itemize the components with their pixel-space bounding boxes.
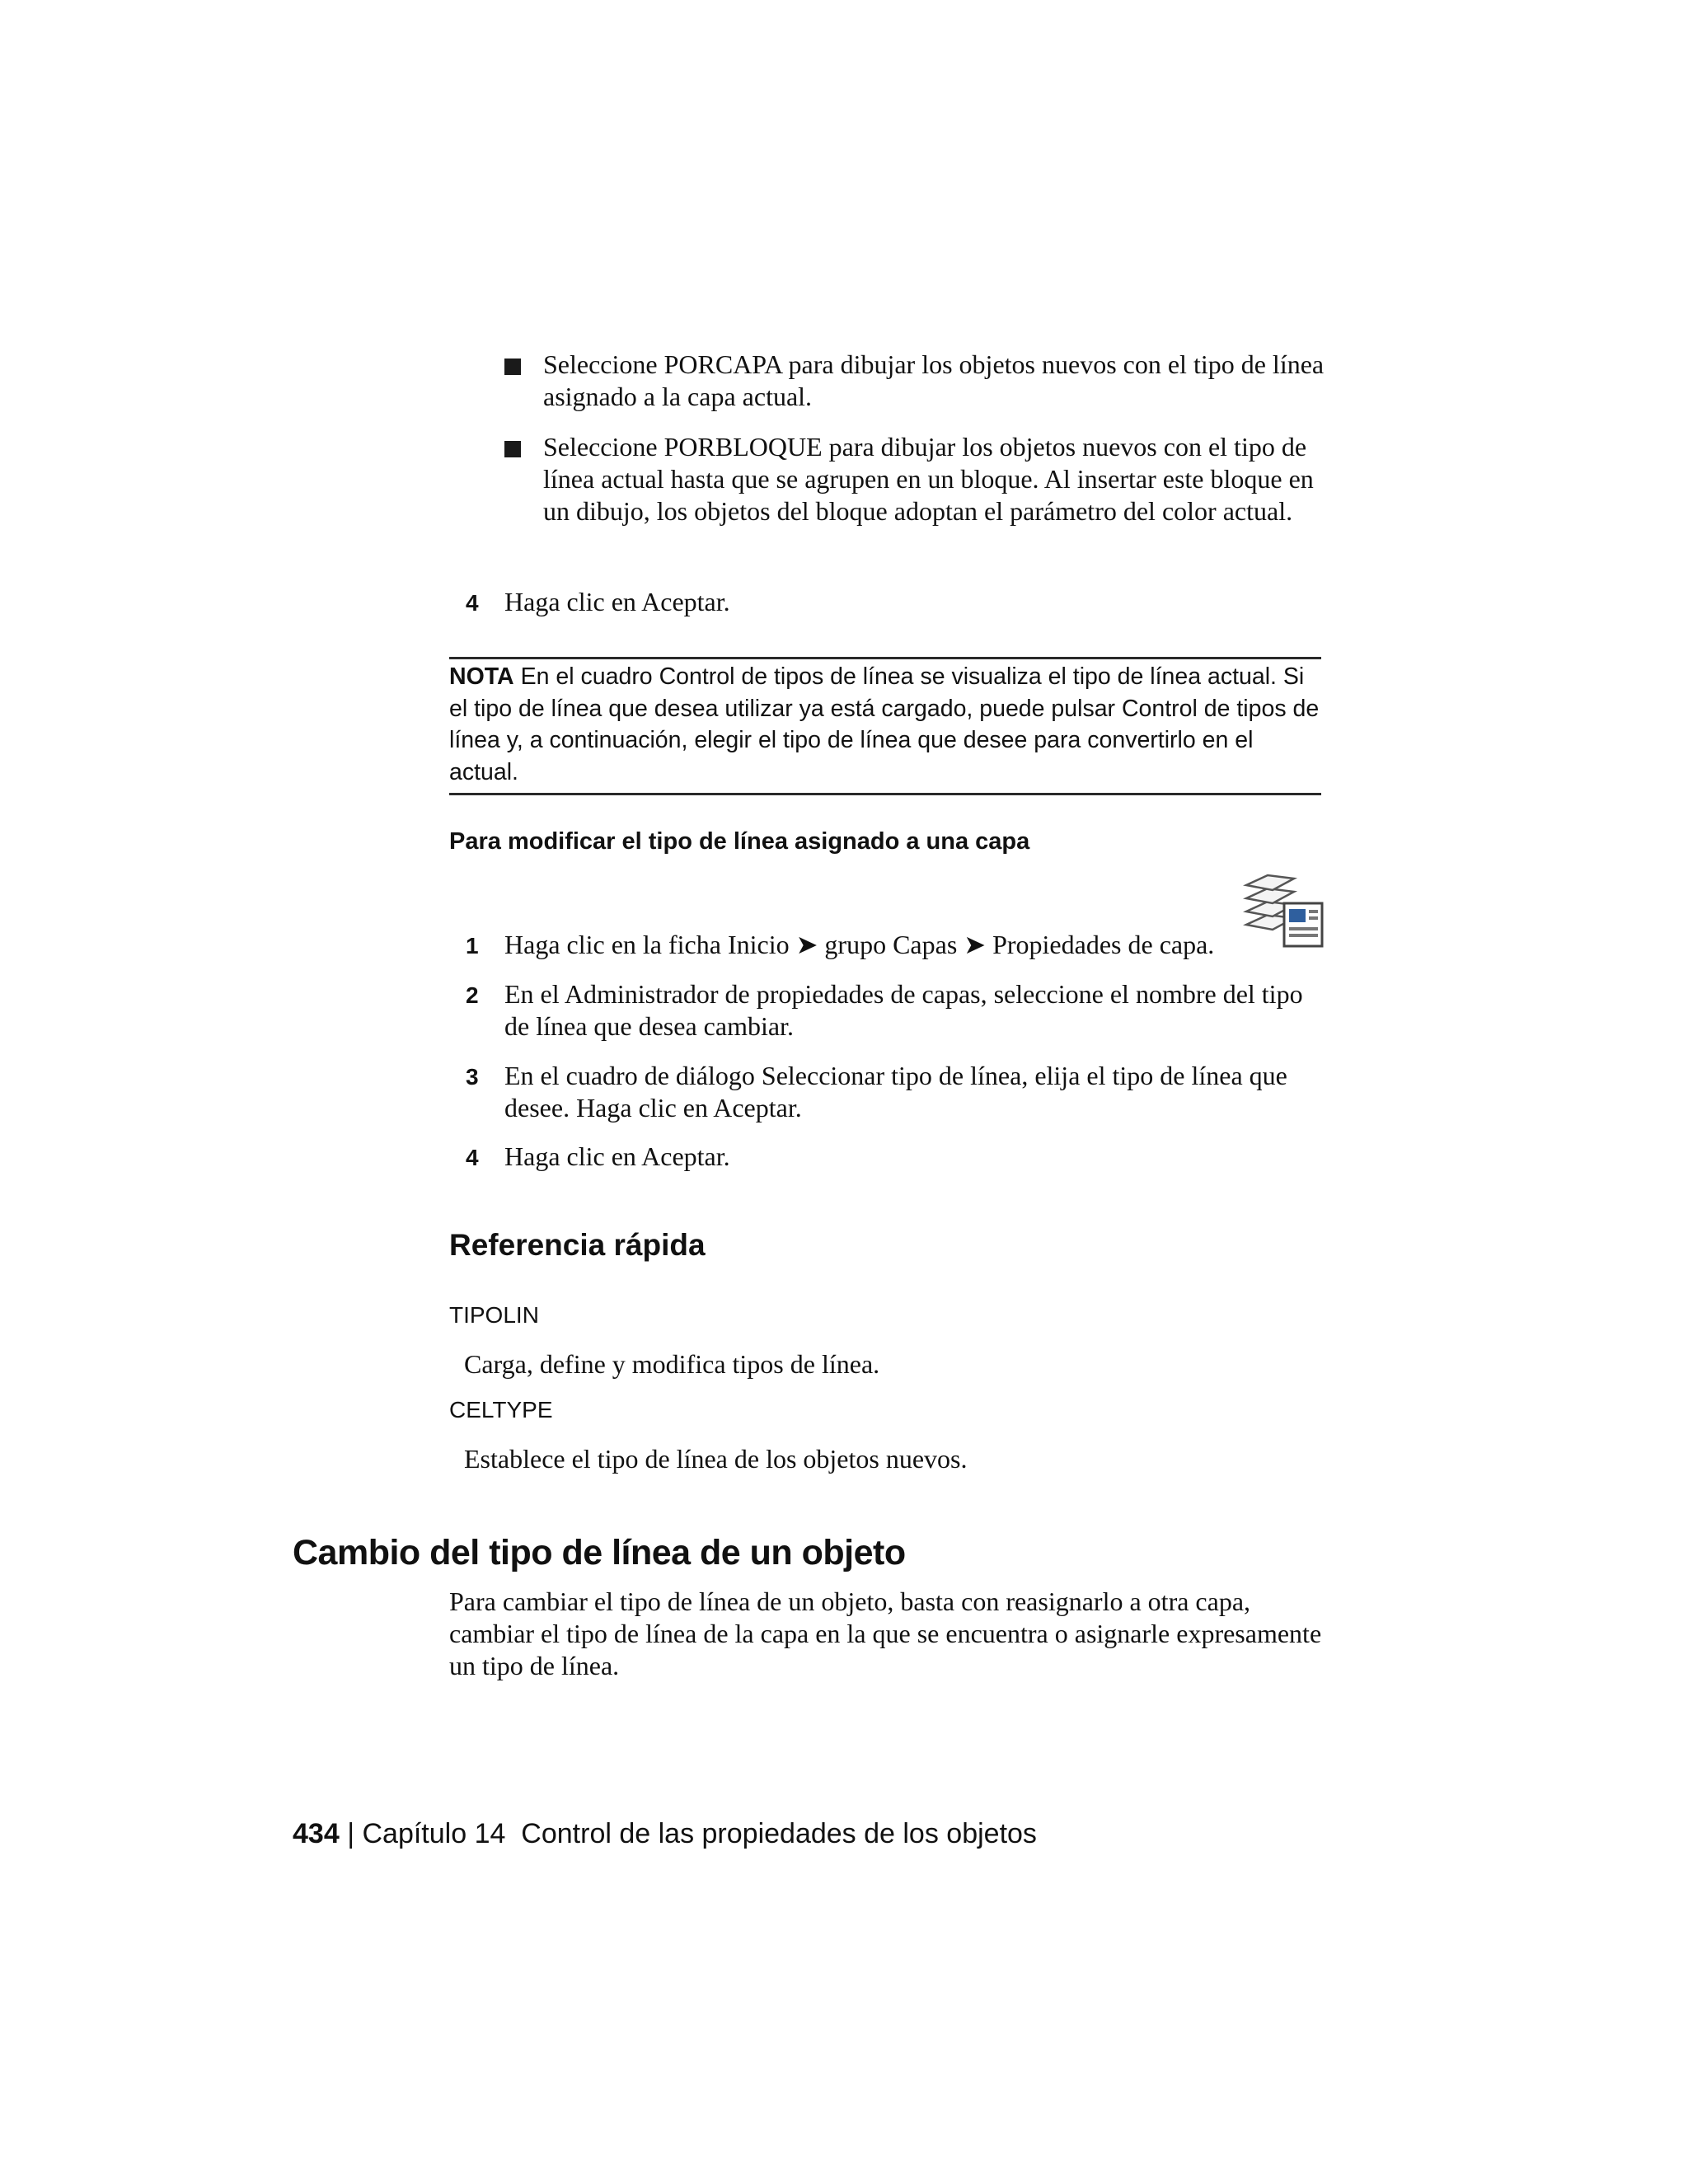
step-item: [466, 978, 1331, 1043]
note-text: En el cuadro Control de tipos de línea se visualiza el tipo de línea actual. Si el tipo de línea que desea utilizar ya está cargado, puede pulsar Control de tipos de línea y, a continuación, elegir el tipo de línea que desee para convertirlo en el actual.: [449, 663, 1320, 785]
bullet-text: Seleccione PORCAPA para dibujar los objetos nuevos con el tipo de línea asignado a la capa actual.: [543, 349, 1325, 411]
step-number: 3: [466, 1064, 479, 1090]
step-text: En el Administrador de propiedades de capas, seleccione el nombre del tipo de línea que desea cambiar.: [504, 979, 1303, 1041]
bullet-square-icon: [504, 441, 521, 457]
bullet-item: [504, 431, 1329, 527]
footer-chapter-title: Control de las propiedades de los objetos: [521, 1818, 1037, 1849]
step-number: 1: [466, 933, 479, 958]
note-label: NOTA: [449, 663, 514, 690]
footer-separator: |: [347, 1818, 355, 1849]
step-number: 2: [466, 982, 479, 1008]
step-text: Haga clic en la ficha Inicio ➤ grupo Capas ➤ Propiedades de capa.: [504, 930, 1215, 959]
bullet-square-icon: [504, 359, 521, 375]
bullet-item: [504, 349, 1329, 413]
quick-reference-heading: Referencia rápida: [449, 1228, 706, 1262]
step-text: En el cuadro de diálogo Seleccionar tipo de línea, elija el tipo de línea que desee. Haga clic en Aceptar.: [504, 1061, 1287, 1122]
command-description: Establece el tipo de línea de los objetos nuevos.: [464, 1444, 968, 1474]
step-item: [466, 1141, 1331, 1173]
step-number: 4: [466, 590, 479, 616]
step-number: 4: [466, 1145, 479, 1170]
step-item: [466, 586, 1331, 618]
step-item: [466, 929, 1331, 961]
page-footer: [293, 1818, 1037, 1850]
footer-chapter: Capítulo 14: [362, 1818, 506, 1849]
section-paragraph: Para cambiar el tipo de línea de un objeto, basta con reasignarlo a otra capa, cambiar el tipo de línea de la capa en la que se encuentra o asignarle expresamente un tipo de línea.: [449, 1586, 1322, 1680]
section-heading: Cambio del tipo de línea de un objeto: [293, 1533, 906, 1572]
command-description: Carga, define y modifica tipos de línea.: [464, 1349, 880, 1379]
step-text: Haga clic en Aceptar.: [504, 587, 730, 616]
note-block: [449, 661, 1321, 788]
command-name: TIPOLIN: [449, 1302, 539, 1328]
bullet-text: Seleccione PORBLOQUE para dibujar los objetos nuevos con el tipo de línea actual hasta que se agrupen en un bloque. Al insertar este bloque en un dibujo, los objetos del bloque adoptan el parámetro del color actual.: [543, 432, 1314, 526]
step-item: [466, 1060, 1331, 1124]
step-text: Haga clic en Aceptar.: [504, 1141, 730, 1171]
note-top-rule: [449, 657, 1321, 659]
note-bottom-rule: [449, 793, 1321, 795]
command-name: CELTYPE: [449, 1397, 553, 1422]
procedure-title: Para modificar el tipo de línea asignado a una capa: [449, 828, 1030, 855]
page-number: 434: [293, 1818, 340, 1849]
